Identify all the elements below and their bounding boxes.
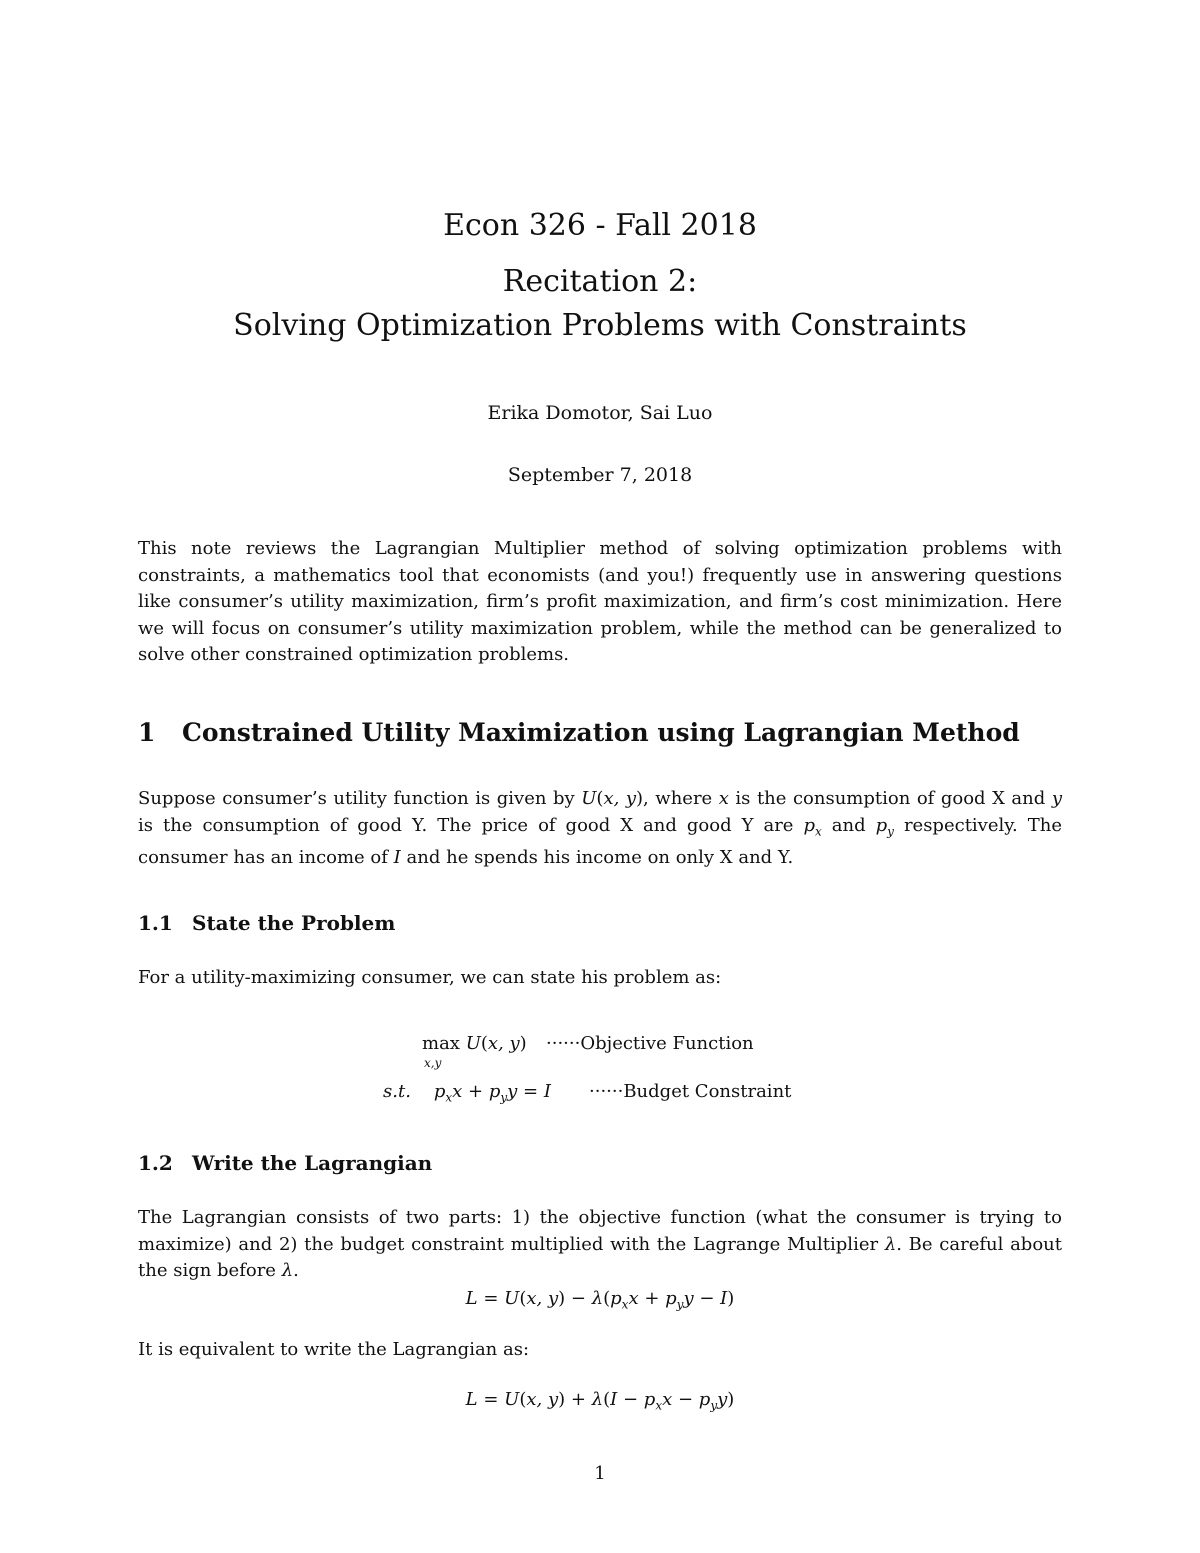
text-run: and — [831, 814, 866, 836]
section-number: 1 — [138, 718, 156, 747]
subsection-title: State the Problem — [192, 911, 396, 935]
text-run: . Be careful about the sign before — [138, 1233, 1062, 1281]
text-run: . — [293, 1260, 299, 1281]
lagrangian-equation-1: L = U(x, $y) - \lambda(p_xx + p_yy - I)$ — [465, 1288, 735, 1312]
document-subtitle-line2: Solving Optimization Problems with Constraints — [233, 308, 967, 343]
math-x: x — [718, 788, 729, 809]
objective-equation: max x,y U(x, y) ······Objective Function — [422, 1033, 754, 1070]
constraint-label: ······Budget Constraint — [589, 1081, 792, 1102]
math-py: $p_y$ — [875, 814, 894, 839]
math-lambda: λ — [281, 1260, 294, 1281]
text-run: and he spends his income on only X and Y. — [406, 846, 794, 868]
subsection-1-2-heading — [138, 1149, 432, 1177]
math-lambda: λ — [884, 1233, 897, 1255]
subsection-1-1-heading — [138, 909, 395, 937]
math-y: y — [1051, 788, 1062, 809]
text-run: , where — [643, 788, 713, 809]
subsection-number: 1.1 — [138, 911, 173, 935]
math-income: I — [393, 846, 401, 868]
subsection-1-2-paragraph — [138, 1205, 1062, 1285]
objective-label: ······Objective Function — [546, 1033, 754, 1054]
authors: Erika Domotor, Sai Luo — [487, 402, 713, 424]
section-1-heading — [138, 716, 1020, 750]
text-run: is the consumption of good X and — [735, 788, 1046, 809]
section-title: Constrained Utility Maximization using Lagrangian Method — [182, 718, 1020, 747]
page-number: 1 — [594, 1463, 606, 1484]
lagrangian-equation-2: L = U(x, $y) + \lambda(I - p_xx - p_yy)$ — [465, 1389, 735, 1413]
subsection-title: Write the Lagrangian — [192, 1151, 433, 1175]
subsection-number: 1.2 — [138, 1151, 173, 1175]
text-run: respectively. The consumer has an income of — [138, 814, 1062, 868]
math-utility: U — [581, 788, 597, 809]
math-px: $p_x$ — [803, 814, 822, 839]
document-title: Econ 326 - Fall 2018 — [443, 208, 757, 243]
document-subtitle-line1: Recitation 2: — [502, 264, 698, 299]
text-run: The Lagrangian consists of two parts: 1) the objective function (what the consumer is trying to maximize) and 2) the budget constraint multiplied with the Lagrange Multiplier — [138, 1207, 1062, 1255]
budget-constraint-equation: s.t. $p_xx + p_yy = I$ ······Budget Constraint — [383, 1081, 792, 1105]
section-1-paragraph: Suppose consumer’s utility function is given by U(x, y), where x is the consumption of good X and y is the consumption of good Y. The price of good X and good Y are $p_x$ and $p_y$ respectively. The consumer has an income of I and he spends his income on only X and Y. — [138, 788, 1062, 868]
max-operator: max x,y — [422, 1033, 460, 1070]
date: September 7, 2018 — [507, 464, 693, 486]
text-run: is the consumption of good Y. The price of good X and good Y are — [138, 814, 794, 836]
subsection-1-1-paragraph: For a utility-maximizing consumer, we can state his problem as: — [138, 967, 722, 988]
subsection-1-2-paragraph-2: It is equivalent to write the Lagrangian as: — [138, 1339, 530, 1360]
abstract-paragraph: This note reviews the Lagrangian Multiplier method of solving optimization problems with constraints, a mathematics tool that economists (and you!) frequently use in answering questions like consumer’s utility maximization, firm’s profit maximization, and firm’s cost minimization. Here we will focus on consumer’s utility maximization problem, while the method can be generalized to solve other constrained optimization problems. — [138, 538, 1062, 665]
text-run: Suppose consumer’s utility function is given by — [138, 788, 575, 809]
